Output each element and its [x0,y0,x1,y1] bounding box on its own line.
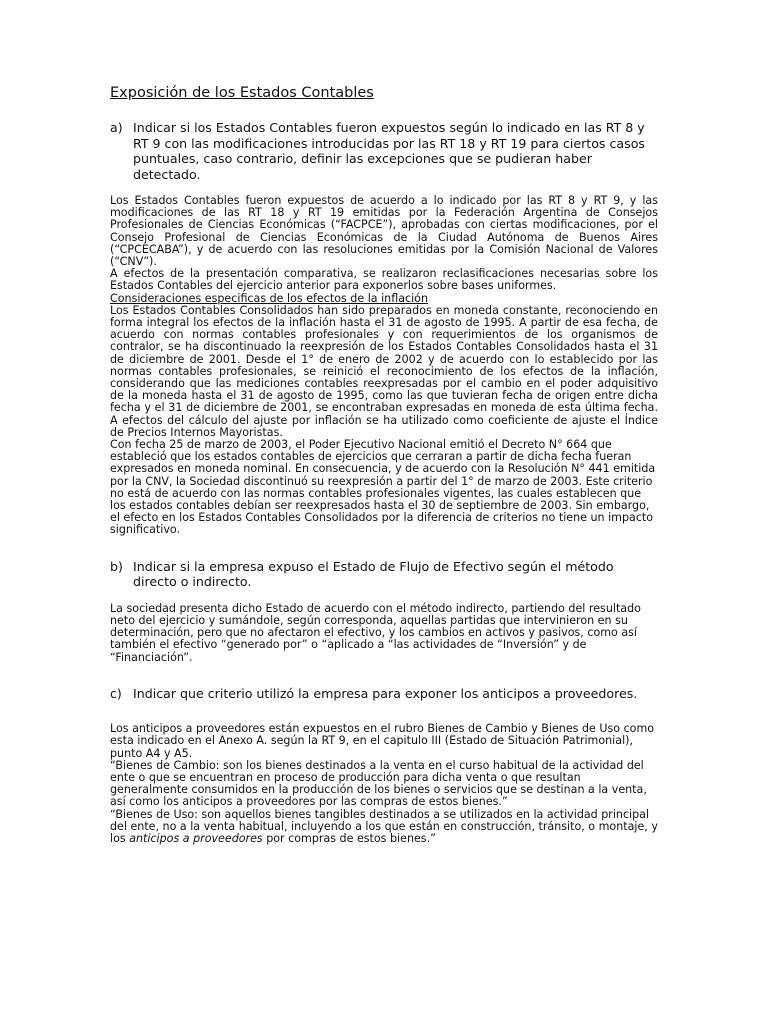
answer-a-paragraph-4: Con fecha 25 de marzo de 2003, el Poder Ejecutivo Nacional emitió el Decreto N° 664 que estableció que los estados contables de ejercicios que cerraran a partir de dicha fecha fueran expresados en moneda nominal. En consecuencia, y de acuerdo con la Resolución N° 441 emitida por la CNV, la Sociedad discontinuó su reexpresión a partir del 1° de marzo de 2003. Este criterio no está de acuerdo con las normas contables profesionales vigentes, las cuales establecen que los estados contables debían ser reexpresados hasta el 30 de septiembre de 2003. Sin embargo, el efecto en los Estados Contables Consolidados por la diferencia de criterios no tiene un impacto significativo. [110,438,656,537]
answer-b-paragraph-1: La sociedad presenta dicho Estado de acuerdo con el método indirecto, partiendo del resultado neto del ejercicio y sumándole, según corresponda, aquellas partidas que intervinieron en su determinación, pero que no afectaron el efectivo, y los cambios en activos y pasivos, como así también el efectivo “generado por” o “aplicado a “las actividades de “Inversión” y de “Financiación”. [110,601,641,664]
answer-c-paragraph-1: Los anticipos a proveedores están expuestos en el rubro Bienes de Cambio y Bienes de Uso como esta indicado en el Anexo A. según la RT 9, en el capitulo III (Estado de Situación Patrimonial), punto A4 y A5. [110,722,655,760]
question-a-text: Indicar si los Estados Contables fueron expuestos según lo indicado en las RT 8 y RT 9 con las modificaciones introducidas por las RT 18 y RT 19 para ciertos casos puntuales, caso contrario, definir las excepciones que se pudieran haber detectado. [133,120,645,182]
question-c-text: Indicar que criterio utilizó la empresa para exponer los anticipos a proveedores. [133,685,638,701]
answer-a-paragraph-1: Los Estados Contables fueron expuestos de acuerdo a lo indicado por las RT 8 y RT 9, y las modificaciones de las RT 18 y RT 19 emitidas por la Federación Argentina de Consejos Profesionales de Ciencias Económicas (“FACPCE”), aprobadas con ciertas modificaciones, por el Consejo Profesional de Ciencias Económicas de la Ciudad Autónoma de Buenos Aires (“CPCECABA”), y de acuerdo con las resoluciones emitidas por la Comisión Nacional de Valores (“CNV”). [110,194,658,269]
document-body [110,84,658,845]
answer-a-subheading: Consideraciones especificas de los efectos de la inflación [110,291,428,305]
answer-a-paragraph-3: Los Estados Contables Consolidados han sido preparados en moneda constante, reconociendo en forma integral los efectos de la inflación hasta el 31 de agosto de 1995. A partir de esa fecha, de acuerdo con normas contables profesionales y con requerimientos de los organismos de contralor, se ha discontinuado la reexpresión de los Estados Contables Consolidados hasta el 31 de diciembre de 2001. Desde el 1° de enero de 2002 y de acuerdo con lo establecido por las normas contables profesionales, se reinició el reconocimiento de los efectos de la inflación, considerando que las mediciones contables reexpresadas por el cambio en el poder adquisitivo de la moneda hasta el 31 de agosto de 1995, como las que tuvieran fecha de origen entre dicha fecha y el 31 de diciembre de 2001, se encontraban expresadas en moneda de esta última fecha. A efectos del cálculo del ajuste por inflación se ha utilizado como coeficiente de ajuste el Índice de Precios Internos Mayoristas. [110,303,658,439]
answer-c-paragraph-3-end: por compras de estos bienes.” [262,832,436,846]
question-b-text: Indicar si la empresa expuso el Estado de Flujo de Efectivo según el método directo o indirecto. [133,558,614,590]
question-b-marker: b) [110,558,123,574]
question-a [110,120,658,182]
question-b [110,559,658,590]
answer-c-paragraph-3-start: “Bienes de Uso: son aquellos bienes tangibles destinados a se utilizados en la actividad principal del ente, no a la venta habitual, incluyendo a los que están en construcción, tránsito, o montaje, y los [110,807,658,846]
answer-c-paragraph-3 [110,809,658,846]
answer-a-paragraph-2: A efectos de la presentación comparativa, se realizaron reclasificaciones necesarias sobre los Estados Contables del ejercicio anterior para exponerlos sobre bases uniformes. [110,267,658,293]
page-title: Exposición de los Estados Contables [110,85,374,101]
question-c [110,686,658,702]
question-a-marker: a) [110,120,123,135]
question-c-marker: c) [110,685,122,701]
answer-c-paragraph-2: “Bienes de Cambio: son los bienes destinados a la venta en el curso habitual de la actividad del ente o que se encuentran en proceso de producción para dicha venta o que resultan generalmente consumidos en la producción de los bienes o servicios que se destinan a la venta, así como los anticipos a proveedores por las compras de estos bienes.” [110,758,647,809]
answer-c-paragraph-3-italic: anticipos a proveedores [129,832,263,846]
